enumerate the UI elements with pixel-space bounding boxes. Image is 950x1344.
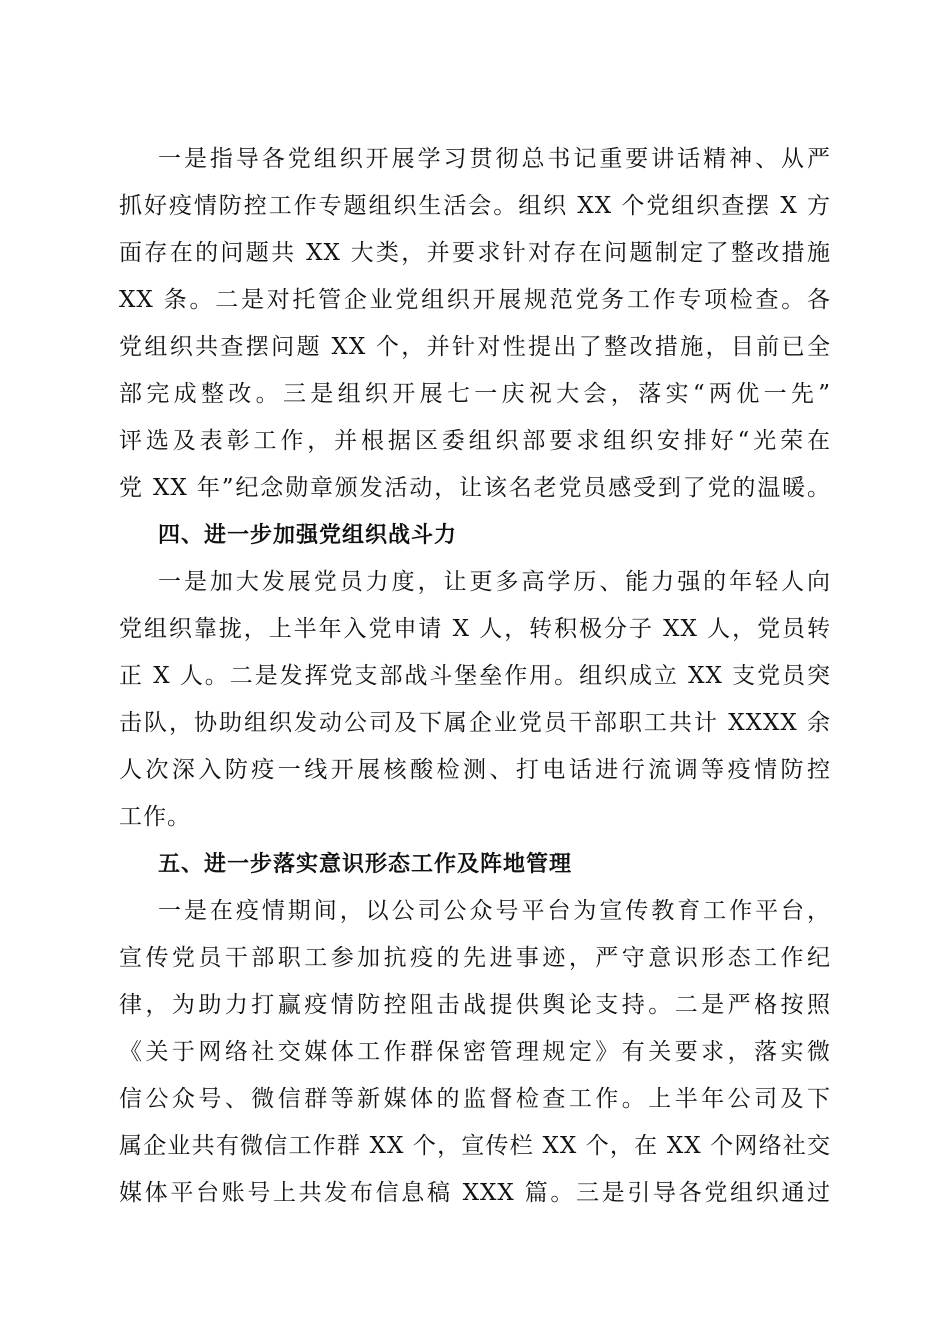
paragraph-line: 抓好疫情防控工作专题组织生活会。组织 XX 个党组织查摆 X 方 [119,193,831,219]
paragraph-line: 信公众号、微信群等新媒体的监督检查工作。上半年公司及下 [119,1086,831,1112]
paragraph-line: 部完成整改。三是组织开展七一庆祝大会，落实“两优一先” [119,381,831,407]
paragraph-line: 属企业共有微信工作群 XX 个，宣传栏 XX 个，在 XX 个网络社交 [119,1133,831,1159]
section-heading: 四、进一步加强党组织战斗力 [158,523,458,548]
paragraph-line: 一是加大发展党员力度，让更多高学历、能力强的年轻人向 [158,569,831,595]
paragraph-line: 一是在疫情期间，以公司公众号平台为宣传教育工作平台， [158,898,831,924]
paragraph-line: 党 XX 年”纪念勋章颁发活动，让该名老党员感受到了党的温暖。 [119,475,831,501]
paragraph-line: 媒体平台账号上共发布信息稿 XXX 篇。三是引导各党组织通过 [119,1180,831,1206]
paragraph-line: 评选及表彰工作，并根据区委组织部要求组织安排好“光荣在 [119,428,831,454]
section-heading: 五、进一步落实意识形态工作及阵地管理 [158,852,573,877]
paragraph-line: 工作。 [119,804,191,830]
paragraph-line: XX 条。二是对托管企业党组织开展规范党务工作专项检查。各 [119,287,831,313]
paragraph-line: 击队，协助组织发动公司及下属企业党员干部职工共计 XXXX 余 [119,710,831,736]
paragraph-line: 一是指导各党组织开展学习贯彻总书记重要讲话精神、从严 [158,146,831,172]
document-body [119,136,831,1217]
paragraph-line: 党组织靠拢，上半年入党申请 X 人，转积极分子 XX 人，党员转 [119,616,831,642]
paragraph-line: 人次深入防疫一线开展核酸检测、打电话进行流调等疫情防控 [119,757,831,783]
paragraph-line: 《关于网络社交媒体工作群保密管理规定》有关要求，落实微 [119,1039,831,1065]
paragraph-line: 面存在的问题共 XX 大类，并要求针对存在问题制定了整改措施 [119,240,831,266]
paragraph-line: 宣传党员干部职工参加抗疫的先进事迹，严守意识形态工作纪 [119,945,831,971]
paragraph-line: 党组织共查摆问题 XX 个，并针对性提出了整改措施，目前已全 [119,334,831,360]
paragraph-line: 律，为助力打赢疫情防控阻击战提供舆论支持。二是严格按照 [119,992,831,1018]
paragraph-line: 正 X 人。二是发挥党支部战斗堡垒作用。组织成立 XX 支党员突 [119,663,831,689]
